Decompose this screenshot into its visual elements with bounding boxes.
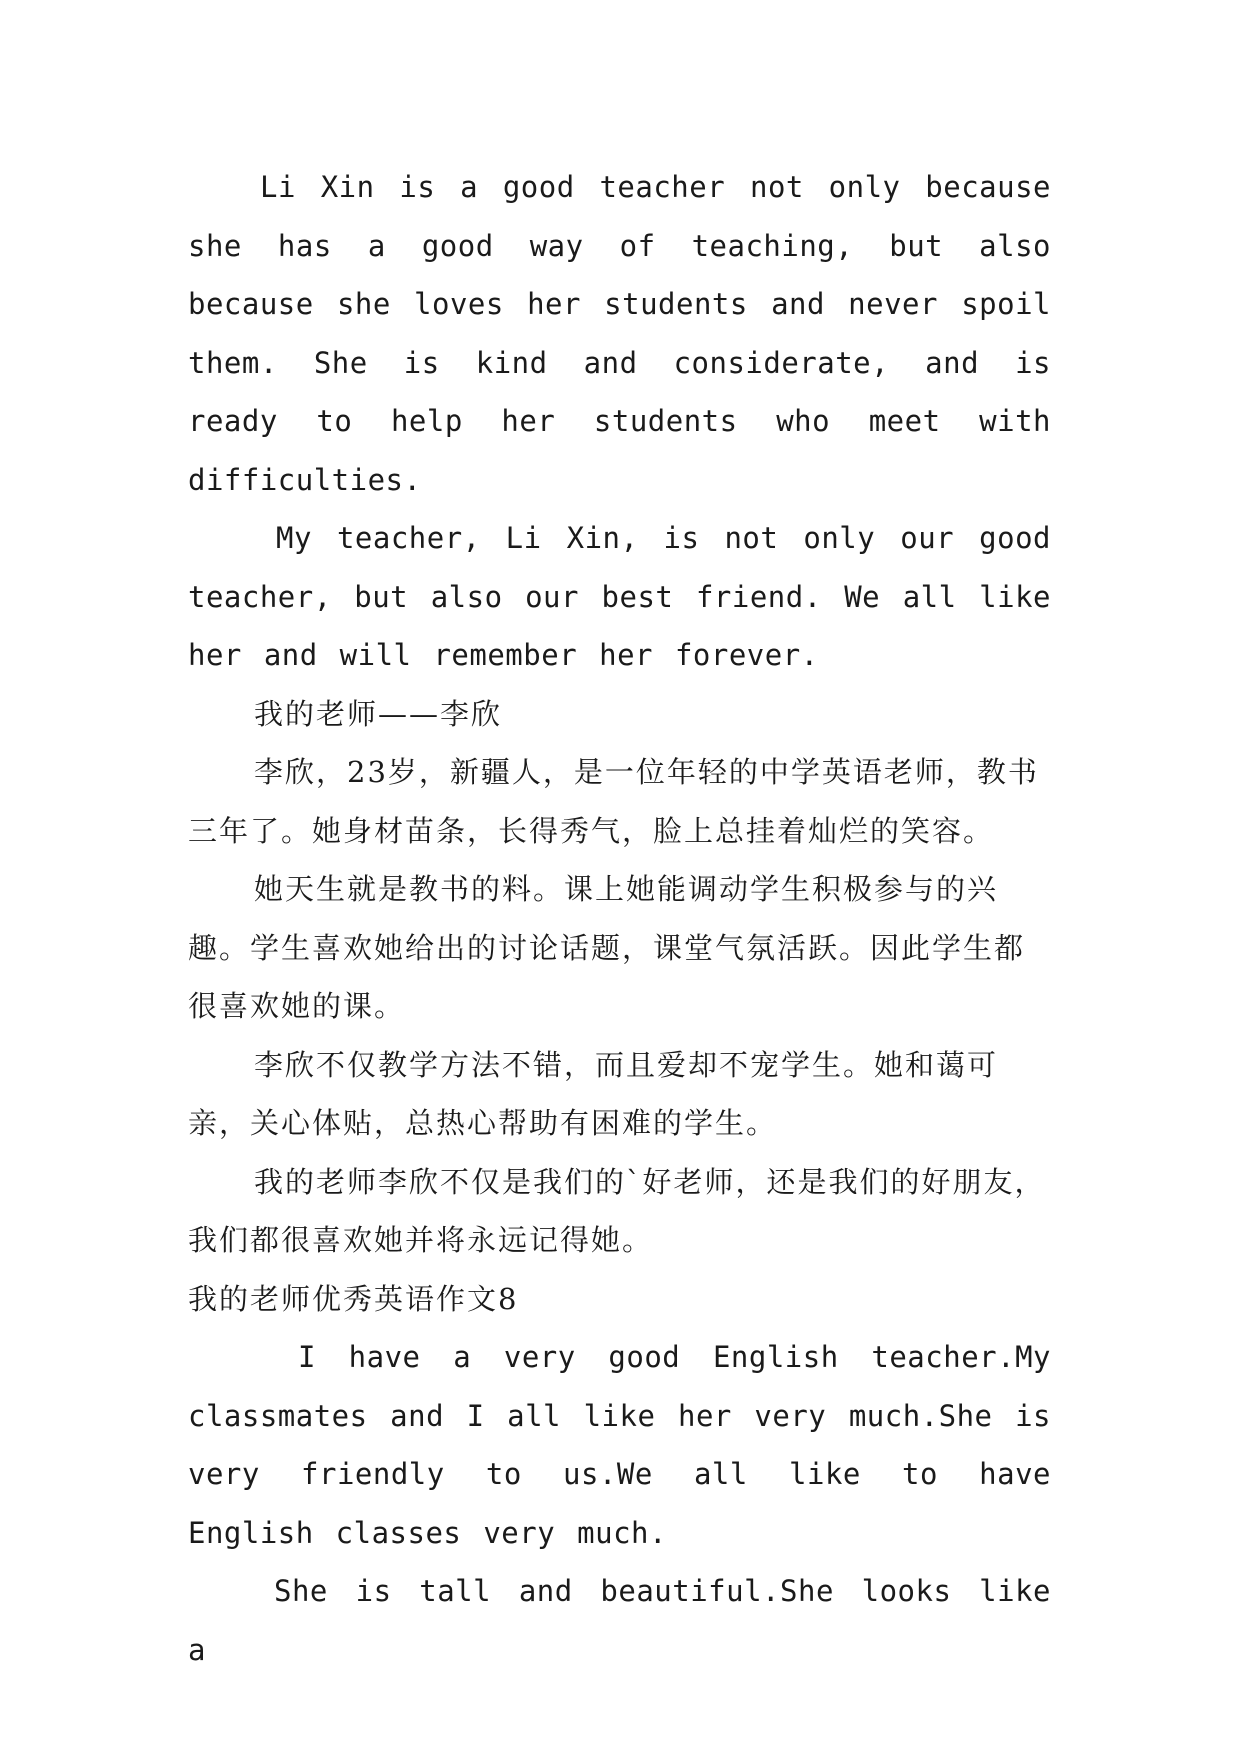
section-heading: 我的老师优秀英语作文8	[188, 1281, 519, 1316]
paragraph-english-1: Li Xin is a good teacher not only because she has a good way of teaching, but also because she loves her students and never spoil them. She is kind and considerate, and is ready to help her students who meet with difficulties.	[188, 170, 1051, 497]
paragraph-english-3: I have a very good English teacher.My classmates and I all like her very much.She is very friendly to us.We all like to have English classes very much.	[188, 1340, 1051, 1550]
document-body	[188, 158, 1051, 1679]
paragraph-english-2: My teacher, Li Xin, is not only our good teacher, but also our best friend. We all like her and will remember her forever.	[188, 521, 1051, 672]
paragraph-english-4: She is tall and beautiful.She looks like a	[188, 1574, 1051, 1667]
paragraph-chinese-1: 李欣，23岁，新疆人，是一位年轻的中学英语老师，教书三年了。她身材苗条，长得秀气，脸上总挂着灿烂的笑容。	[188, 755, 1039, 848]
paragraph-chinese-2: 她天生就是教书的料。课上她能调动学生积极参与的兴趣。学生喜欢她给出的讨论话题，课堂气氛活跃。因此学生都很喜欢她的课。	[188, 872, 1026, 1023]
paragraph-chinese-4: 我的老师李欣不仅是我们的`好老师，还是我们的好朋友，我们都很喜欢她并将永远记得她。	[188, 1164, 1046, 1257]
chinese-title: 我的老师——李欣	[254, 696, 503, 731]
paragraph-chinese-3: 李欣不仅教学方法不错，而且爱却不宠学生。她和蔼可亲，关心体贴，总热心帮助有困难的学生。	[188, 1047, 999, 1140]
